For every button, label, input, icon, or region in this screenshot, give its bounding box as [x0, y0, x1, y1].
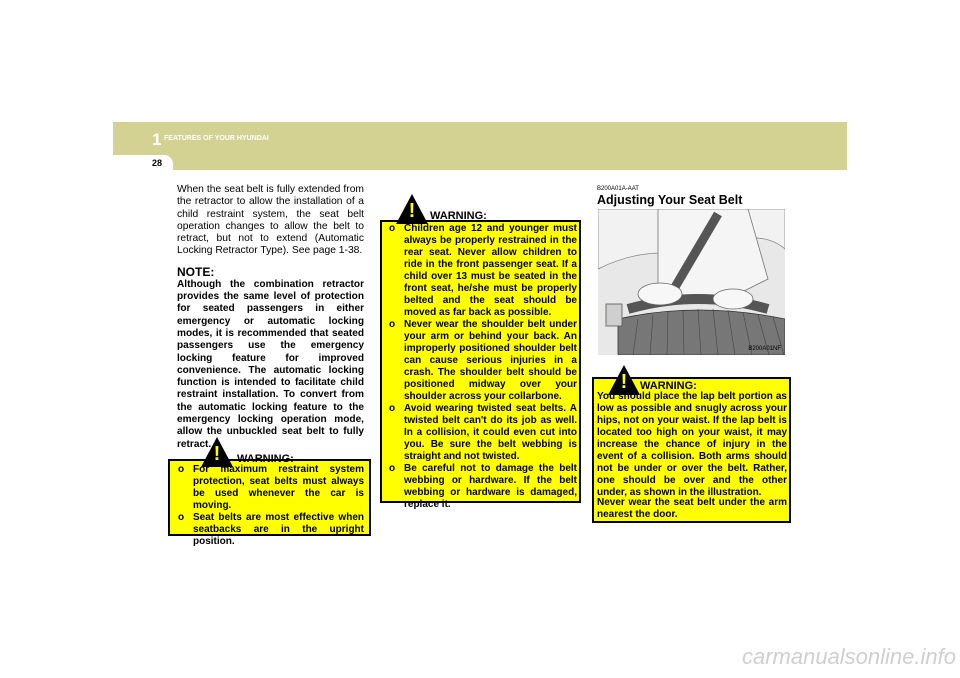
chapter-title: FEATURES OF YOUR HYUNDAI — [164, 135, 269, 142]
list-item: o Be careful not to damage the belt webbing or hardware. If the belt webbing or hardware is damaged, replace it. — [389, 463, 577, 510]
warning-box-1 — [168, 443, 371, 547]
warning-box-3 — [592, 371, 791, 523]
warning-box-2 — [380, 200, 581, 510]
list-item: o For maximum restraint system protection, seat belts must always be used whenever the car is moving. — [178, 464, 364, 511]
warning-text: You should place the lap belt portion as low as possible and snugly across your hips, not on your waist. If the lap belt is located too high on your waist, it may increase the chance of injury in the event of a collision. Both arms should not be under or over the belt. Rather, one should be over and the other under, as shown in the illustration. — [597, 391, 787, 498]
page-number-tab — [113, 155, 173, 173]
column-1 — [177, 184, 364, 451]
chapter-header-band — [113, 122, 847, 170]
warning-title: WARNING: — [430, 210, 487, 222]
section-code: B200A01A-AAT — [597, 186, 639, 192]
warning-icon: ! — [608, 365, 640, 395]
section-title: Adjusting Your Seat Belt — [597, 193, 743, 207]
warning-icon: ! — [201, 437, 233, 467]
warning-title: WARNING: — [237, 453, 294, 465]
column-3 — [597, 186, 792, 207]
watermark: carmanualsonline.info — [741, 644, 956, 669]
seat-belt-illustration — [598, 209, 785, 355]
warning-list — [178, 464, 364, 548]
note-text: Although the combination retractor provides the same level of protection for seated passengers in either emergency or automatic locking modes, it is recommended that seated passengers use the emergency locking feature for improved convenience. The automatic locking function is intended to facilitate child restraint installation. To convert from the automatic locking feature to the emergency locking operation mode, allow the unbuckled seat belt to fully retract. — [177, 278, 364, 450]
list-item: o Never wear the shoulder belt under your arm or behind your back. An improperly positioned shoulder belt can cause serious injuries in a crash. The shoulder belt should be positioned midway over your shoulder across your collarbone. — [389, 319, 577, 402]
illustration-code: B200A01NF — [748, 346, 781, 352]
note-heading: NOTE: — [177, 264, 215, 279]
list-item: o Avoid wearing twisted seat belts. A twisted belt can't do its job as well. In a collision, it could even cut into you. Be sure the belt webbing is straight and not twisted. — [389, 403, 577, 462]
page-number: 28 — [152, 158, 163, 168]
warning-list — [389, 223, 577, 511]
illustration-drawing — [598, 209, 785, 355]
warning-title: WARNING: — [640, 380, 697, 392]
list-item: o Children age 12 and younger must always be properly restrained in the rear seat. Never allow children to ride in the front passenger seat. If a child over 13 must be seated in the front seat, he/she must be properly belted and the seat should be moved as far back as possible. — [389, 223, 577, 318]
chapter-number: 1 — [152, 130, 162, 149]
warning-text-2: Never wear the seat belt under the arm nearest the door. — [597, 497, 787, 520]
list-item: o Seat belts are most effective when seatbacks are in the upright position. — [178, 512, 364, 547]
warning-icon: ! — [396, 194, 428, 224]
intro-paragraph: When the seat belt is fully extended from the retractor to allow the installation of a child restraint system, the seat belt operation changes to allow the belt to retract, but not to extend (Automatic Locking Retractor Type). See page 1-38. — [177, 184, 364, 257]
